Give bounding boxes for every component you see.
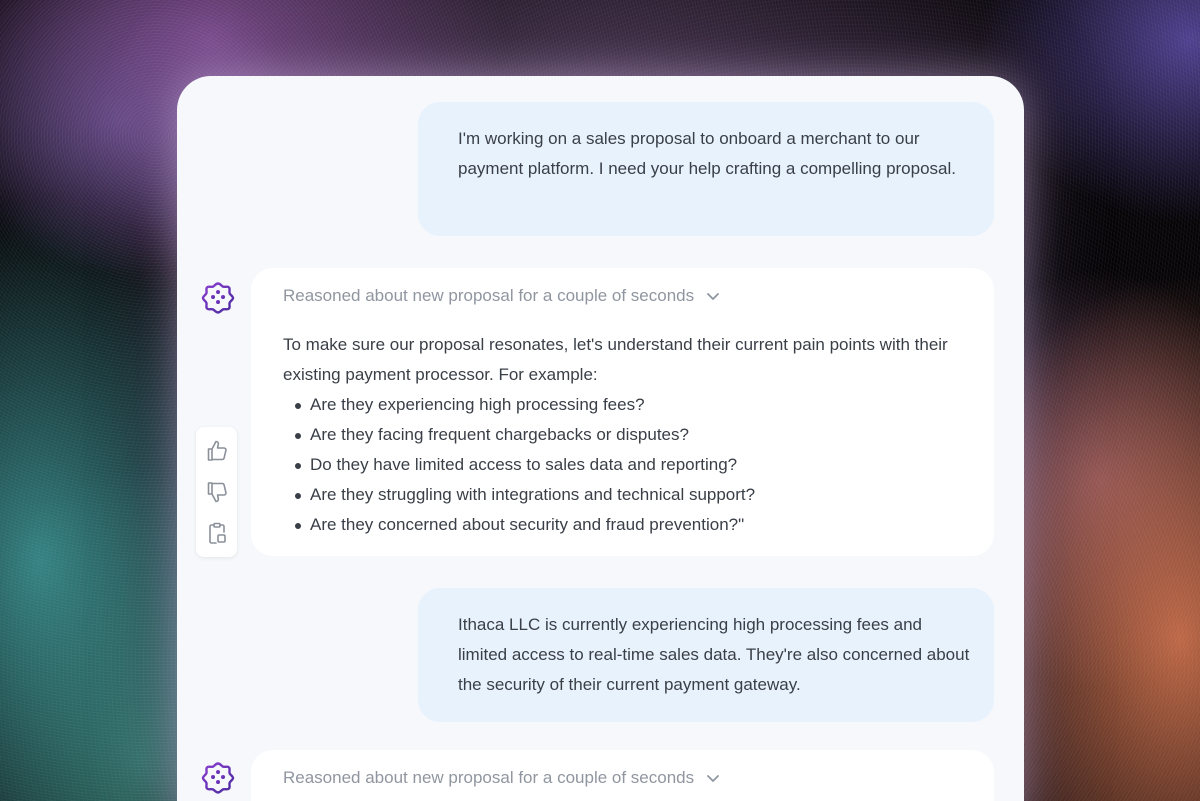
assistant-avatar-icon: [201, 280, 235, 314]
user-message: [418, 588, 994, 722]
list-item: Are they concerned about security and fraud prevention?": [295, 510, 962, 540]
list-item: Are they struggling with integrations and technical support?: [295, 480, 962, 510]
assistant-avatar-icon: [201, 760, 235, 794]
thumbs-up-button[interactable]: [203, 437, 231, 465]
thumbs-down-icon: [205, 480, 229, 504]
user-message: [418, 102, 994, 236]
copy-button[interactable]: [203, 519, 231, 547]
clipboard-icon: [205, 521, 229, 545]
chevron-down-icon: [704, 287, 722, 305]
reasoning-label: Reasoned about new proposal for a couple of seconds: [283, 768, 695, 787]
thumbs-down-button[interactable]: [203, 478, 231, 506]
reasoning-toggle[interactable]: [283, 750, 962, 801]
reasoning-label: Reasoned about new proposal for a couple of seconds: [283, 286, 695, 305]
user-message-text: I'm working on a sales proposal to onboard a merchant to our payment platform. I need your help crafting a compelling proposal.: [458, 129, 956, 178]
list-item: Are they facing frequent chargebacks or disputes?: [295, 420, 962, 450]
assistant-intro-text: To make sure our proposal resonates, let's understand their current pain points with their existing payment processor. For example:: [283, 335, 948, 384]
chat-window: [177, 76, 1024, 801]
user-message-text: Ithaca LLC is currently experiencing high processing fees and limited access to real-time sales data. They're also concerned about the security of their current payment gateway.: [458, 615, 970, 694]
thumbs-up-icon: [205, 439, 229, 463]
assistant-bullet-list: [283, 390, 962, 540]
assistant-message: [251, 750, 994, 801]
list-item: Are they experiencing high processing fees?: [295, 390, 962, 420]
chevron-down-icon: [704, 769, 722, 787]
message-actions: [196, 427, 237, 557]
reasoning-toggle[interactable]: [283, 268, 962, 324]
assistant-message: [251, 268, 994, 556]
list-item: Do they have limited access to sales data and reporting?: [295, 450, 962, 480]
